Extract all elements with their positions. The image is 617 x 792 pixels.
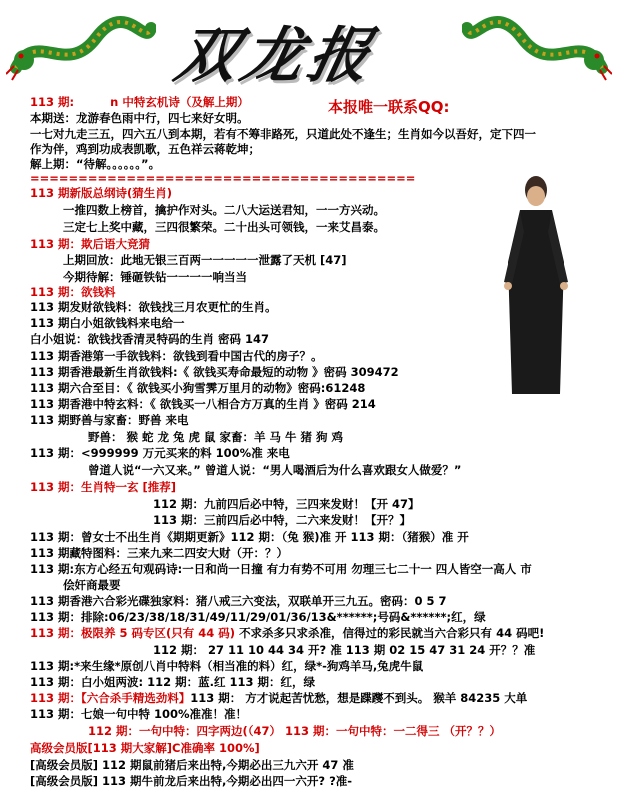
line-r23: 113 期：七娘一句中特 100%准准！准！ [30,707,248,721]
line-r6: 113 期六合至目：《 欲钱买小狗雪霁万里月的动物》密码:61248 [30,381,366,395]
line-r4: 113 期香港第一手欲钱料：欲钱到看中国古代的房子？。 [30,349,323,363]
line-s1a: 一推四数上榜首，擒护作对头。二八大运送君知，一一方兴动。 [63,203,385,217]
line-r5: 113 期香港最新生肖欲钱料:《 欲钱买寿命最短的动物 》密码 309472 [30,365,399,379]
line-l5: 解上期：“待解。。。。。。”。 [30,157,161,171]
line-s2b: 今期待解：锤砸铁钻一一一一响当当 [63,270,247,284]
separator: ======================================== [30,171,416,185]
line-s2a: 上期回放：此地无银三百两一一一一一泄露了天机 [47] [63,253,347,267]
line-r15: 侩奸商最要 [63,578,121,592]
man-figure [490,172,582,398]
line-r20: 113 期:*来生缘*原创八肖中特料（相当准的料）红，绿*-狗鸡羊马,兔虎牛鼠 [30,659,424,673]
line-r1: 113 期发财欲钱料：欲钱找三月农更忙的生肖。 [30,300,277,314]
section-gangshi: 113 期新版总纲诗(猜生肖) [30,186,173,200]
line-l3: 一七对九走三五，四六五八到本期，若有不筹非路死，只道此处不逢生；生肖如今以吾好，定下四一 [30,127,536,141]
section-yuqianliao: 113 期：欲钱料 [30,285,116,299]
line-r8: 113 期野兽与家畜：野兽 来电 [30,413,189,427]
paper-title: 双龙报 [169,21,383,91]
section-xiehouyu: 113 期：欺后语大竞猜 [30,237,151,251]
line-r13: 113 期藏特图料：三来九来二四安大财（开：？） [30,546,289,560]
contact-qq: 本报唯一联系QQ: [328,98,450,116]
line-r7: 113 期香港中特玄料：《 欲钱买一八相合方万真的生肖 》密码 214 [30,397,376,411]
line-s4a: 112 期：九前四后必中特，三四来发财！【开 47】 [153,497,420,511]
line-r12: 113 期：曾女士不出生肖《期期更新》112 期：（兔 猴)准 开 113 期：（猪猴）准 开 [30,530,469,544]
line-r22: 113 期：【六合杀手精选劲料】113 期： 方才说起苦忧愁，想是蹀躞不到头。 猴羊 84235 大单 [30,691,528,705]
line-r18: 113 期：极限养 5 码专区(只有 44 码) 不求杀多只求杀准，信得过的彩民就当六合彩只有 44 码吧! [30,626,545,640]
line-l1: 113 期: n 中特玄机诗（及解上期） [30,95,249,109]
line-r21: 113 期：白小姐两波: 112 期：蓝.红 113 期：红，绿 [30,675,315,689]
line-r16: 113 期香港六合彩光碟独家料：猪八戒三六变法，双联单开三九五。密码：0 5 7 [30,594,447,608]
line-r10: 113 期：<999999 万元买来的料 100%准 来电 [30,446,290,460]
line-l4: 作为伴，鸡到功成表凯歌，五色祥云蒋乾坤； [30,142,260,156]
line-r19: 112 期： 27 11 10 44 34 开? 准 113 期 02 15 47 31 24 开？？准 [153,643,536,657]
line-r24: 112 期：一句中特：四字两边(（47） 113 期：一句中特：一二得三 （开？？） [88,724,502,738]
line-s1b: 三定七上奖中藏，三四很繁荣。二十出头可领钱，一来艾昌泰。 [63,220,385,234]
line-r26: [高级会员版] 112 期鼠前猪后来出特,今期必出三九六开 47 准 [30,758,354,772]
line-r14: 113 期:东方心经五句观码诗:一日和尚一日撞 有力有势不可用 勿理三七二十一 四人皆空一高人 市 [30,562,532,576]
header-banner [0,0,617,92]
line-r27: [高级会员版] 113 期牛前龙后来出特,今期必出四一六开? ?准- [30,774,353,788]
line-r17: 113 期：排除:06/23/38/18/31/49/11/29/01/36/13&******;号码&******;红，绿 [30,610,486,624]
dragon-left-icon [6,8,156,88]
dragon-right-icon [462,8,612,88]
line-s4b: 113 期：三前四后必中特，二六来发财！【开？】 [153,513,412,527]
line-r9: 野兽： 猴 蛇 龙 兔 虎 鼠 家畜：羊 马 牛 猪 狗 鸡 [88,430,344,444]
line-r11: 曾道人说“一六又来。” 曾道人说：“男人喝酒后为什么喜欢跟女人做爱？” [88,463,462,477]
line-r2: 113 期白小姐欲钱料来电给一 [30,316,185,330]
line-r25: 高级会员版[113 期大家解]C准确率 100%] [30,741,260,755]
section-shengxiao: 113 期：生肖特一玄 [推荐] [30,480,177,494]
line-r3: 白小姐说：欲钱找香清灵特码的生肖 密码 147 [30,332,270,346]
line-l2: 本期送：龙游春色雨中行，四七来好女明。 [30,111,249,125]
